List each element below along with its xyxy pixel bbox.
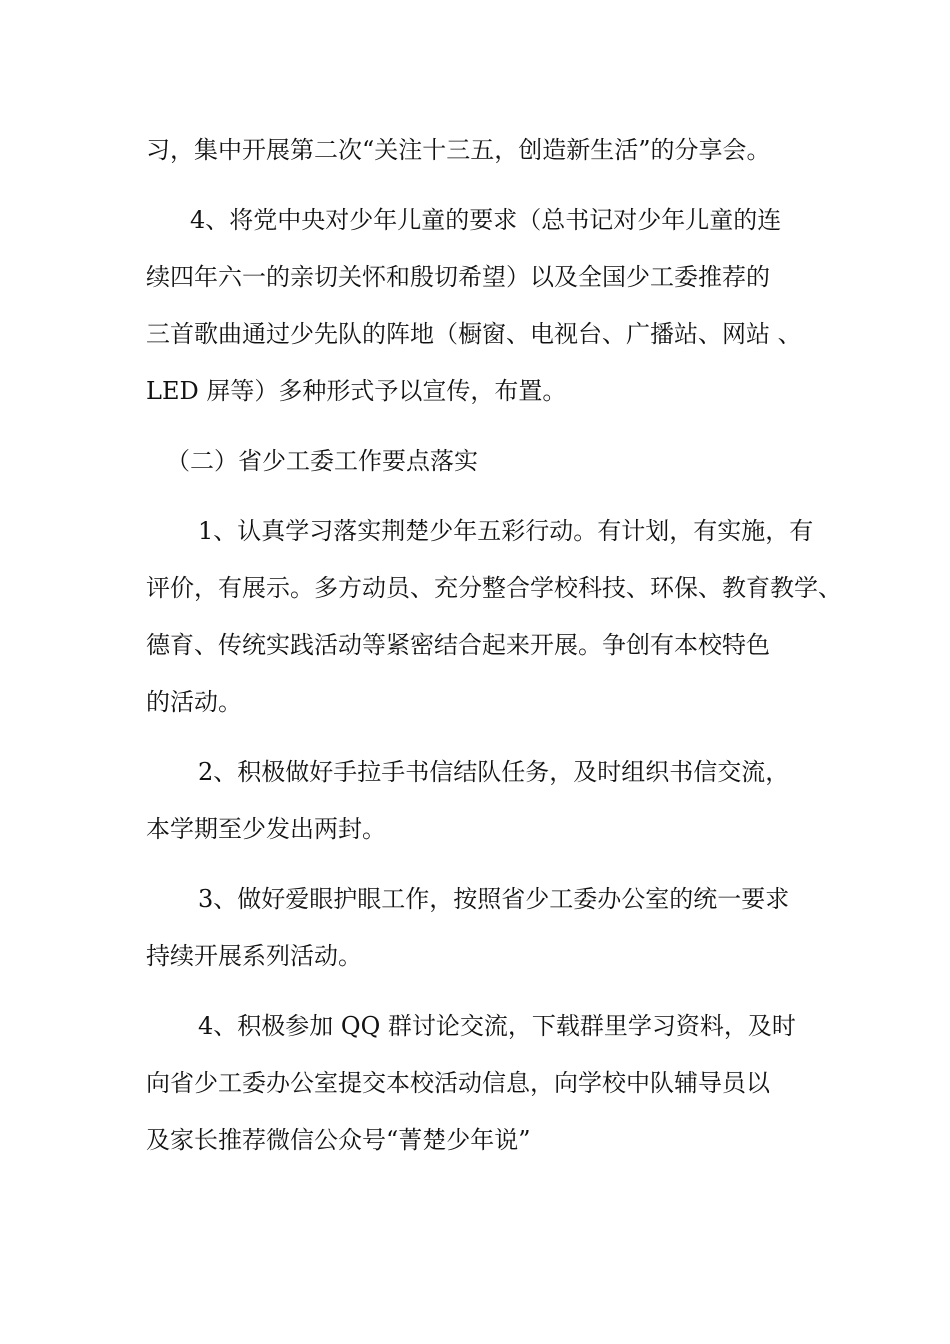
text-line-1: 习，集中开展第二次“关注十三五，创造新生活”的分享会。: [146, 136, 771, 164]
text-line-16: 向省少工委办公室提交本校活动信息，向学校中队辅导员以: [146, 1069, 770, 1097]
text-line-17: 及家长推荐微信公众号“菁楚少年说”: [146, 1126, 531, 1154]
text-line-15: 4、积极参加 QQ 群讨论交流，下载群里学习资料，及时: [198, 1012, 796, 1040]
text-line-12: 本学期至少发出两封。: [146, 815, 386, 843]
section-heading: （二）省少工委工作要点落实: [166, 447, 478, 475]
text-line-14: 持续开展系列活动。: [146, 942, 362, 970]
text-line-4: 三首歌曲通过少先队的阵地（橱窗、电视台、广播站、网站 、: [146, 320, 802, 348]
text-line-3: 续四年六一的亲切关怀和殷切希望）以及全国少工委推荐的: [146, 263, 770, 291]
text-line-13: 3、做好爱眼护眼工作，按照省少工委办公室的统一要求: [198, 885, 790, 913]
text-line-5: LED 屏等）多种形式予以宣传，布置。: [146, 377, 567, 405]
text-line-8: 评价，有展示。多方动员、充分整合学校科技、环保、教育教学、: [146, 574, 842, 602]
text-line-11: 2、积极做好手拉手书信结队任务，及时组织书信交流，: [198, 758, 790, 786]
text-line-10: 的活动。: [146, 688, 242, 716]
text-line-2: 4、将党中央对少年儿童的要求（总书记对少年儿童的连: [190, 206, 782, 234]
text-line-7: 1、认真学习落实荆楚少年五彩行动。有计划，有实施，有: [198, 517, 814, 545]
text-line-9: 德育、传统实践活动等紧密结合起来开展。争创有本校特色: [146, 631, 770, 659]
